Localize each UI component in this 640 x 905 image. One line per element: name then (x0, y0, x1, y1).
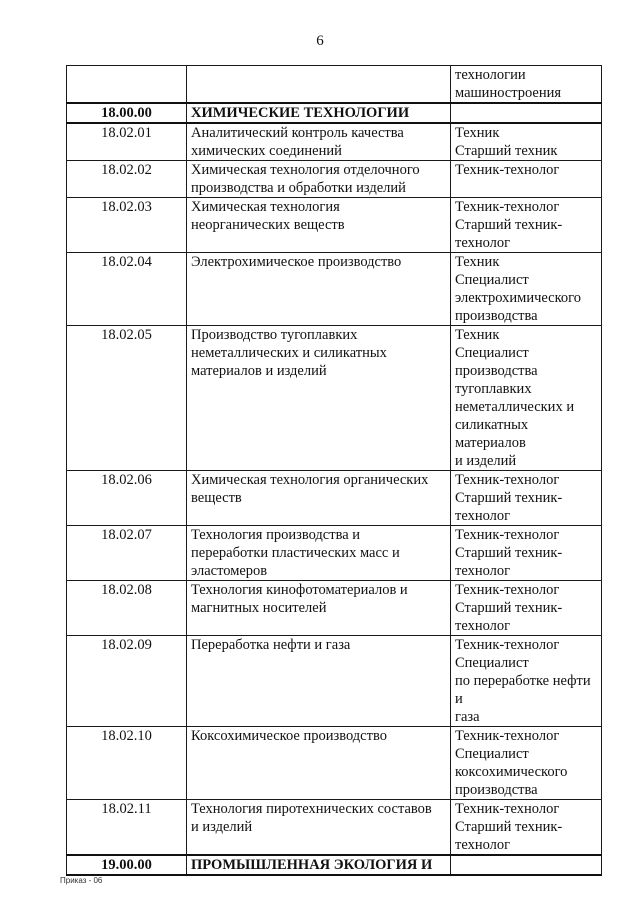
table-row (67, 526, 602, 581)
table-row (67, 326, 602, 471)
name-cell: Химическая технология органических веществ (187, 471, 451, 526)
qualification-cell (451, 103, 602, 123)
name-cell: Переработка нефти и газа (187, 636, 451, 727)
section-row (67, 103, 602, 123)
code-cell: 18.02.11 (67, 800, 187, 856)
qualification-cell: Техник Старший техник (451, 123, 602, 161)
code-cell: 18.02.03 (67, 198, 187, 253)
name-cell: Химическая технология неорганических веществ (187, 198, 451, 253)
qualification-cell (451, 855, 602, 875)
code-cell: 18.02.05 (67, 326, 187, 471)
specialties-table (66, 65, 602, 876)
table-row (67, 636, 602, 727)
table-row (67, 471, 602, 526)
table-row (67, 800, 602, 856)
code-cell: 19.00.00 (67, 855, 187, 875)
name-cell: Технология кинофотоматериалов и магнитных носителей (187, 581, 451, 636)
qualification-cell: Техник-технолог Старший техник- технолог (451, 471, 602, 526)
name-cell: Коксохимическое производство (187, 727, 451, 800)
table-body (67, 66, 602, 876)
table-row (67, 198, 602, 253)
name-cell: ПРОМЫШЛЕННАЯ ЭКОЛОГИЯ И (187, 855, 451, 875)
code-cell: 18.02.09 (67, 636, 187, 727)
name-cell: Электрохимическое производство (187, 253, 451, 326)
code-cell: 18.02.07 (67, 526, 187, 581)
code-cell: 18.02.02 (67, 161, 187, 198)
qualification-cell: технологии машиностроения (451, 66, 602, 104)
name-cell: Аналитический контроль качества химических соединений (187, 123, 451, 161)
code-cell: 18.00.00 (67, 103, 187, 123)
code-cell: 18.02.01 (67, 123, 187, 161)
qualification-cell: Техник-технолог Специалист по переработке нефти и газа (451, 636, 602, 727)
qualification-cell: Техник Специалист производства тугоплавких неметаллических и силикатных материалов и изделий (451, 326, 602, 471)
name-cell: Технология пиротехнических составов и изделий (187, 800, 451, 856)
code-cell (67, 66, 187, 104)
name-cell: Производство тугоплавких неметаллических и силикатных материалов и изделий (187, 326, 451, 471)
name-cell: ХИМИЧЕСКИЕ ТЕХНОЛОГИИ (187, 103, 451, 123)
code-cell: 18.02.10 (67, 727, 187, 800)
qualification-cell: Техник-технолог (451, 161, 602, 198)
table-row (67, 253, 602, 326)
code-cell: 18.02.08 (67, 581, 187, 636)
table-row (67, 123, 602, 161)
qualification-cell: Техник-технолог Специалист коксохимического производства (451, 727, 602, 800)
qualification-cell: Техник Специалист электрохимического производства (451, 253, 602, 326)
table-row (67, 727, 602, 800)
section-row (67, 855, 602, 875)
qualification-cell: Техник-технолог Старший техник- технолог (451, 198, 602, 253)
code-cell: 18.02.06 (67, 471, 187, 526)
code-cell: 18.02.04 (67, 253, 187, 326)
qualification-cell: Техник-технолог Старший техник- технолог (451, 800, 602, 856)
qualification-cell: Техник-технолог Старший техник- технолог (451, 581, 602, 636)
table-row (67, 161, 602, 198)
page-number: 6 (316, 33, 324, 49)
table-row (67, 581, 602, 636)
name-cell: Технология производства и переработки пластических масс и эластомеров (187, 526, 451, 581)
qualification-cell: Техник-технолог Старший техник- технолог (451, 526, 602, 581)
table-row (67, 66, 602, 104)
name-cell (187, 66, 451, 104)
name-cell: Химическая технология отделочного производства и обработки изделий (187, 161, 451, 198)
footer-doc-label: Приказ - 06 (60, 876, 103, 885)
